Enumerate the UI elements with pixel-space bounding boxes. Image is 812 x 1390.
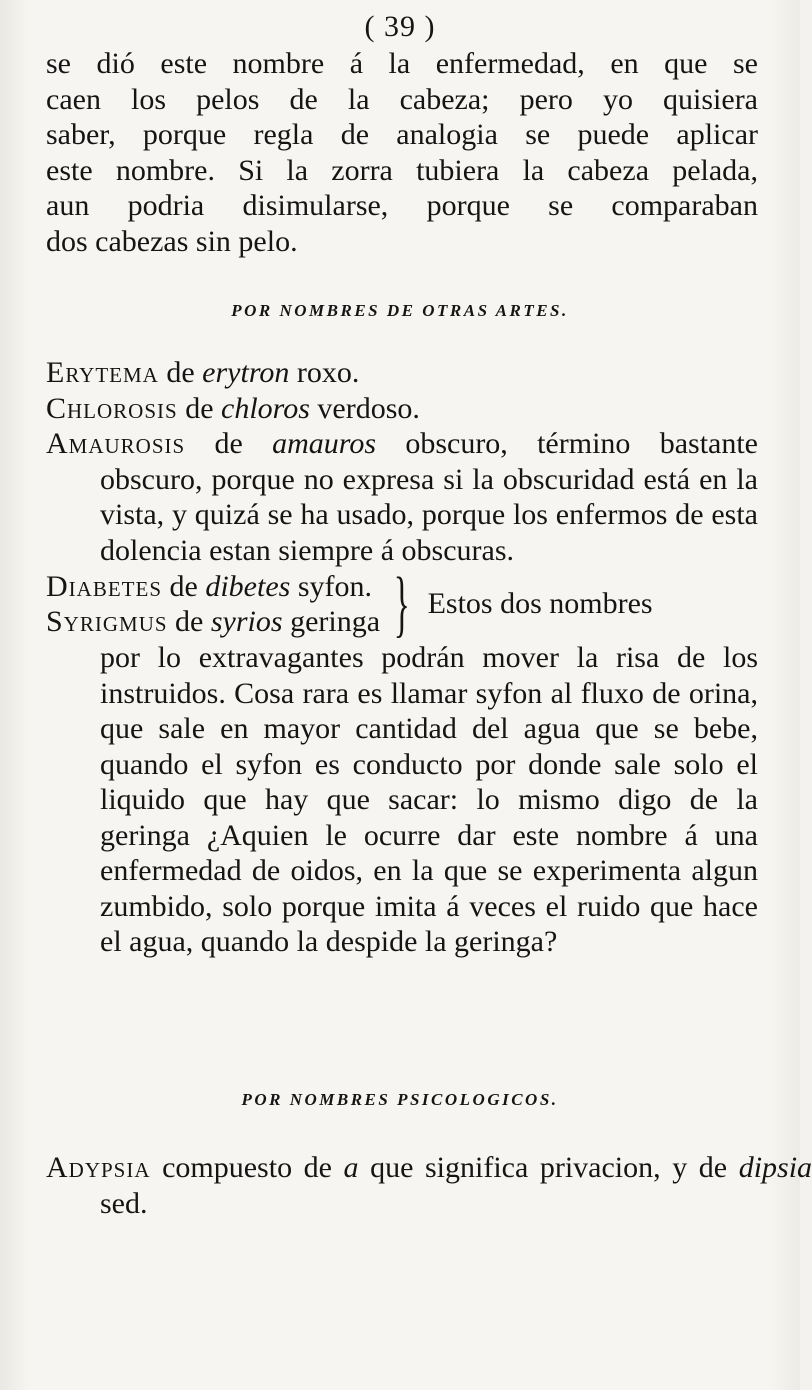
entry-de: de	[169, 569, 198, 603]
entry-meaning: verdoso.	[317, 391, 420, 425]
entry-erytema	[46, 355, 758, 391]
intro-line: dos cabezas sin pelo.	[46, 224, 298, 258]
entry-root: amauros	[272, 427, 377, 460]
entry-text: compuesto de	[162, 1151, 332, 1184]
entry-syrigmus	[46, 604, 380, 640]
entry-diabetes	[46, 569, 380, 605]
entry-text: que significa privacion,	[370, 1151, 661, 1184]
intro-line: se dió este nombre á la enfermedad, en que se	[46, 47, 758, 80]
entry-term: Syrigmus	[46, 605, 168, 638]
intro-paragraph	[46, 46, 758, 259]
entry-term: Adypsia	[46, 1151, 151, 1184]
group-continuation: por lo extravagantes podrán mover la risa de los instruidos. Cosa rara es llamar syfon al fluxo de orina, que sale en mayor cantidad del agua que se bebe, quando el syfon es conducto por donde sale solo el liquido que hay que sacar: lo mismo digo de la geringa ¿Aquien le ocurre dar este nombre á una enfermedad de oidos, en la que se experimenta algun zumbido, solo porque imita á veces el ruido que hace el agua, quando la despide la geringa?	[100, 641, 758, 958]
entry-term: Amaurosis	[46, 427, 186, 460]
group-note: Estos dos nombres	[427, 587, 653, 621]
entry-text: sed.	[100, 1186, 148, 1220]
entry-root: chloros	[221, 391, 310, 425]
section-heading: POR NOMBRES PSICOLOGICOS.	[241, 1090, 559, 1109]
intro-line: este nombre. Si la zorra tubiera la cabeza pelada,	[46, 153, 758, 187]
entry-root: a	[343, 1151, 359, 1184]
entry-meaning: roxo.	[296, 356, 360, 389]
intro-line: aun podria disimularse, porque se comparaban	[46, 189, 758, 222]
entry-root: syrios	[210, 605, 283, 638]
entry-list	[46, 355, 758, 960]
entry-meaning: geringa	[290, 605, 381, 638]
entry-term: Erytema	[46, 356, 159, 389]
entry-meaning: syfon.	[297, 569, 372, 603]
intro-line: caen los pelos de la cabeza; pero yo quisiera	[46, 82, 758, 116]
entry-de: de	[185, 391, 214, 425]
entry-term: Chlorosis	[46, 391, 178, 425]
entry-chlorosis	[46, 391, 758, 427]
entry-text: y de	[672, 1151, 728, 1184]
entry-de: de	[214, 427, 243, 460]
entry-adypsia	[46, 1150, 812, 1221]
entry-de: de	[175, 605, 204, 638]
entry-root: dipsia	[738, 1151, 812, 1184]
intro-line: saber, porque regla de analogia se puede aplicar	[46, 118, 758, 151]
entry-de: de	[166, 356, 195, 389]
grouped-entry-lines	[46, 569, 380, 640]
entry-root: erytron	[202, 356, 290, 389]
page-number: ( 39 )	[364, 10, 436, 43]
entry-root: dibetes	[205, 569, 291, 603]
entry-term: Diabetes	[46, 569, 162, 603]
section-heading: POR NOMBRES DE OTRAS ARTES.	[231, 301, 569, 320]
grouped-entries	[46, 563, 758, 645]
entry-amaurosis	[46, 426, 758, 568]
entry-text: obscuro, término bastante obscuro, porque no expresa si la obscuridad está en la vista, y quizá se ha usado, porque los enfermos de esta dolencia estan siempre á obscuras.	[100, 427, 758, 567]
curly-brace-icon: }	[393, 563, 410, 645]
